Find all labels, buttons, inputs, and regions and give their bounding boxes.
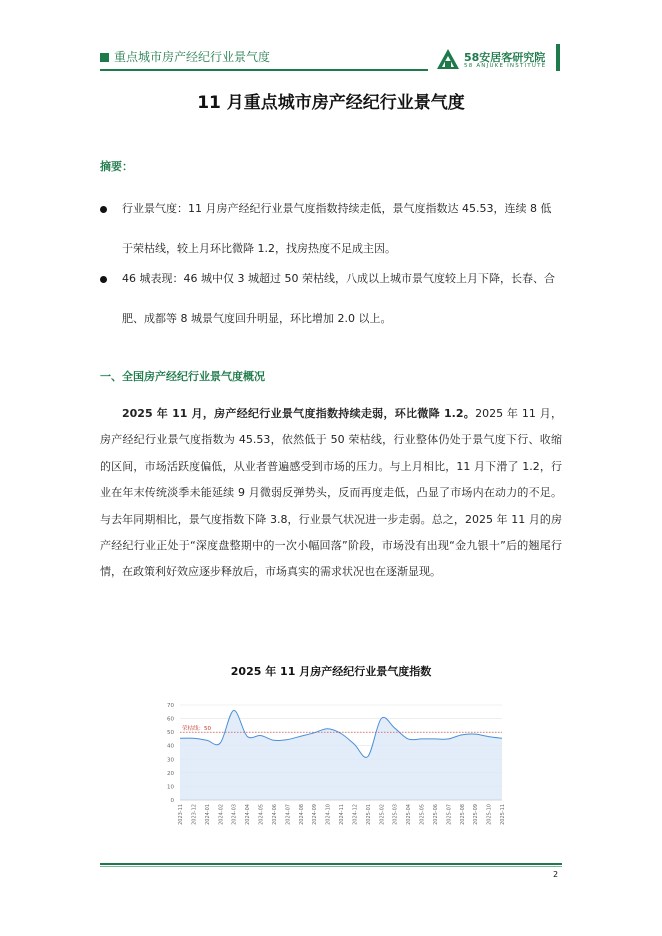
footer-rule: [100, 863, 562, 865]
paragraph-lead: 2025 年 11 月，房产经纪行业景气度指数持续走弱，环比微降 1.2。: [122, 407, 476, 420]
section-heading: 一、全国房产经纪行业景气度概况: [100, 370, 265, 383]
chart-title: 2025 年 11 月房产经纪行业景气度指数: [230, 665, 432, 678]
logo-name: 58安居客研究院: [464, 51, 546, 64]
logo-mark-icon: [436, 48, 460, 70]
logo: [436, 48, 562, 72]
page-number: 2: [553, 870, 559, 879]
x-tick-label: 2024-03: [231, 804, 238, 825]
x-tick-label: 2025-09: [473, 804, 480, 825]
x-tick-label: 2025-04: [406, 804, 413, 825]
x-tick-label: 2024-05: [258, 804, 265, 825]
x-tick-label: 2025-07: [446, 804, 453, 825]
summary-bullet-2: [100, 268, 562, 339]
summary-bullet-text: 46 城表现：46 城中仅 3 城超过 50 荣枯线，八成以上城市景气度较上月下降，长春、合肥、成都等 8 城景气度回升明显，环比增加 2.0 以上。: [122, 272, 555, 325]
summary-label: 摘要：: [100, 160, 133, 173]
x-tick-label: 2025-03: [392, 804, 399, 825]
x-tick-label: 2023-12: [191, 804, 198, 825]
series-area: [180, 710, 502, 800]
x-tick-label: 2024-01: [204, 804, 211, 825]
page-title: 11 月重点城市房产经纪行业景气度: [197, 93, 465, 113]
section-paragraph: [100, 401, 562, 586]
y-tick-label: 20: [167, 770, 174, 777]
x-tick-label: 2024-06: [271, 804, 278, 825]
x-tick-label: 2024-10: [325, 804, 332, 825]
header-accent-bar: [556, 44, 560, 71]
header-rule: [100, 69, 428, 71]
bullet-dot-icon: [100, 206, 107, 213]
y-tick-label: 40: [167, 743, 174, 750]
x-tick-label: 2024-11: [339, 804, 345, 825]
x-tick-label: 2024-07: [285, 804, 292, 825]
page-header: [100, 44, 562, 74]
x-tick-label: 2025-11: [500, 804, 506, 825]
paragraph-body: 2025 年 11 月，房产经纪行业景气度指数为 45.53，依然低于 50 荣枯线，行业整体仍处于景气度下行、收缩的区间，市场活跃度偏低，从业者普遍感受到市场的压力。与上月相比，11 月下滑了 1.2，行业在年末传统淡季未能延续 9 月微弱反弹势头，反而再度走低，凸显了市场内在动力的不足。与去年同期相比，景气度指数下降 3.8，行业景气状况进一步走弱。总之，2025 年 11 月的房产经纪行业正处于“深度盘整期中的一次小幅回落”阶段，市场没有出现“金九银十”后的翘尾行情，在政策利好效应逐步释放后，市场真实的需求状况也在逐渐显现。: [100, 407, 562, 579]
x-tick-label: 2024-02: [218, 804, 225, 825]
y-tick-label: 70: [167, 703, 174, 709]
x-tick-label: 2025-02: [379, 804, 386, 825]
footer-rule-thin: [100, 866, 562, 867]
x-tick-label: 2025-01: [365, 804, 372, 825]
x-tick-label: 2024-12: [352, 804, 359, 825]
x-tick-label: 2024-08: [298, 804, 305, 825]
header-square-icon: [100, 53, 109, 62]
header-title: 重点城市房产经纪行业景气度: [114, 50, 271, 64]
x-tick-label: 2025-06: [432, 804, 439, 825]
y-tick-label: 10: [167, 784, 174, 791]
bullet-dot-icon: [100, 276, 107, 283]
x-tick-label: 2025-10: [486, 804, 493, 825]
reference-line-label: 荣枯线：50: [182, 726, 211, 733]
y-tick-label: 50: [167, 730, 174, 737]
x-tick-label: 2025-08: [459, 804, 466, 825]
x-tick-label: 2025-05: [419, 804, 426, 825]
y-tick-label: 60: [167, 716, 174, 723]
logo-subtitle: 58 ANJUKE INSTITUTE: [464, 63, 547, 69]
x-tick-label: 2024-04: [245, 804, 252, 825]
y-tick-label: 30: [167, 757, 174, 764]
x-tick-label: 2023-11: [178, 804, 184, 825]
x-tick-label: 2024-09: [312, 804, 319, 825]
summary-bullet-text: 行业景气度：11 月房产经纪行业景气度指数持续走低，景气度指数达 45.53，连续 8 低于荣枯线，较上月环比微降 1.2，找房热度不足成主因。: [122, 202, 552, 255]
y-tick-label: 0: [170, 798, 174, 804]
index-chart: [160, 695, 510, 835]
